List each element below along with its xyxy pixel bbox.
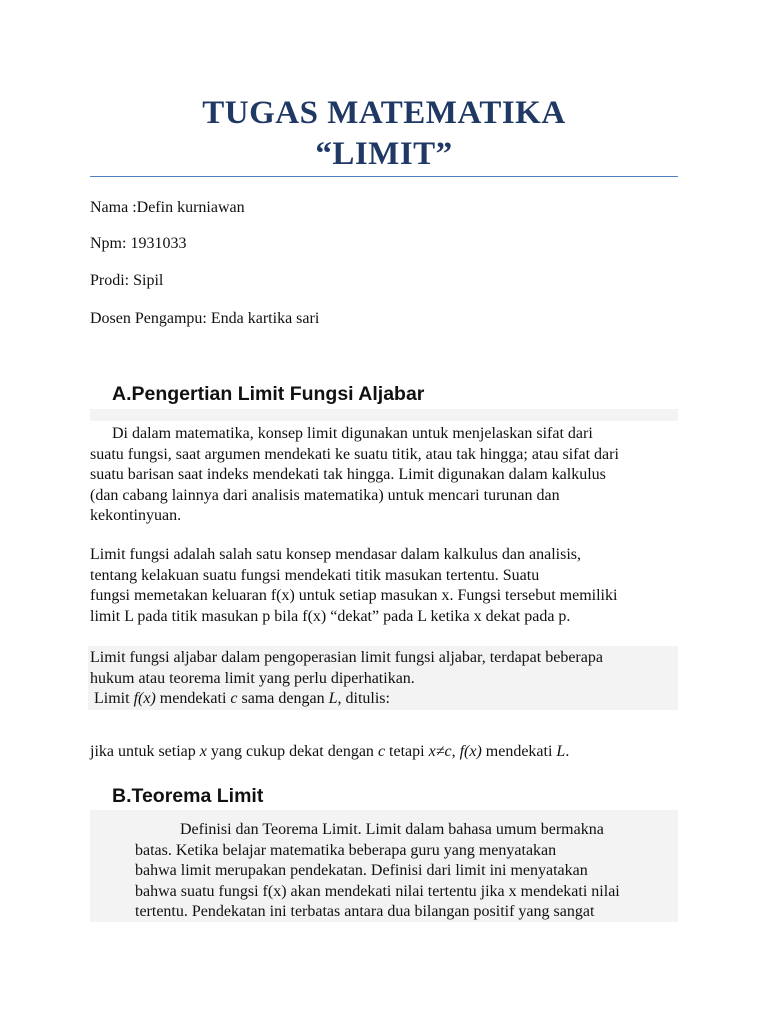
title-divider bbox=[90, 176, 678, 177]
section-a-paragraph-1 bbox=[90, 424, 619, 527]
text-run: . bbox=[565, 743, 570, 760]
text-run: yang cukup dekat dengan bbox=[206, 743, 378, 760]
paragraph-line: tertentu. Pendekatan ini terbatas antara dua bilangan positif yang sangat bbox=[135, 903, 595, 920]
math-var: L bbox=[556, 743, 566, 760]
paragraph-line: suatu barisan saat indeks mendekati tak hingga. Limit digunakan dalam kalkulus bbox=[90, 466, 606, 483]
paragraph-line: bahwa limit merupakan pendekatan. Definisi dari limit ini menyatakan bbox=[135, 862, 588, 879]
paragraph-line: suatu fungsi, saat argumen mendekati ke suatu titik, atau tak hingga; atau sifat dari bbox=[90, 445, 619, 463]
section-a-heading: A.Pengertian Limit Fungsi Aljabar bbox=[112, 383, 425, 405]
section-a-paragraph-2 bbox=[90, 545, 617, 627]
limit-condition bbox=[90, 742, 569, 763]
text-run: mendekati bbox=[155, 690, 231, 707]
section-b-heading: B.Teorema Limit bbox=[112, 785, 264, 807]
math-var: L bbox=[328, 690, 338, 707]
text-run: Limit bbox=[94, 690, 134, 707]
math-var: f(x) bbox=[133, 690, 156, 707]
section-b-paragraph-1 bbox=[135, 820, 620, 923]
text-run: tetapi bbox=[385, 743, 429, 760]
paragraph-line: (dan cabang lainnya dari analisis matematika) untuk mencari turunan dan bbox=[90, 486, 560, 504]
title-line-2: “LIMIT” bbox=[315, 136, 453, 172]
title-line-1: TUGAS MATEMATIKA bbox=[202, 95, 566, 131]
student-npm: Npm: 1931033 bbox=[90, 235, 187, 252]
paragraph-line: limit L pada titik masukan p bila f(x) “dekat” pada L ketika x dekat pada p. bbox=[90, 607, 571, 625]
lecturer-name: Dosen Pengampu: Enda kartika sari bbox=[90, 310, 320, 327]
limit-statement bbox=[90, 689, 603, 710]
text-run: sama dengan bbox=[237, 690, 329, 707]
student-prodi: Prodi: Sipil bbox=[90, 272, 164, 289]
text-run: mendekati bbox=[481, 743, 557, 760]
paragraph-line: hukum atau teorema limit yang perlu diperhatikan. bbox=[90, 669, 415, 687]
paragraph-line: bahwa suatu fungsi f(x) akan mendekati nilai tertentu jika x mendekati nilai bbox=[135, 882, 620, 900]
math-var: x≠c bbox=[428, 743, 452, 760]
text-run: , ditulis: bbox=[337, 690, 390, 707]
math-var: c bbox=[230, 690, 238, 707]
math-var: x bbox=[199, 743, 207, 760]
paragraph-line: Limit fungsi aljabar dalam pengoperasian limit fungsi aljabar, terdapat beberapa bbox=[90, 649, 603, 666]
paragraph-line: kekontinyuan. bbox=[90, 507, 182, 524]
text-run: , bbox=[451, 743, 460, 760]
text-run: jika untuk setiap bbox=[90, 743, 200, 760]
paragraph-line: batas. Ketika belajar matematika beberapa guru yang menyatakan bbox=[135, 841, 557, 859]
section-a-shade bbox=[90, 409, 678, 421]
math-var: f(x) bbox=[459, 743, 482, 760]
paragraph-line: tentang kelakuan suatu fungsi mendekati titik masukan tertentu. Suatu bbox=[90, 566, 540, 584]
paragraph-line: Definisi dan Teorema Limit. Limit dalam bahasa umum bermakna bbox=[180, 821, 604, 838]
student-name: Nama :Defin kurniawan bbox=[90, 199, 245, 216]
paragraph-line: Di dalam matematika, konsep limit digunakan untuk menjelaskan sifat dari bbox=[112, 425, 593, 442]
math-var: c bbox=[377, 743, 386, 760]
paragraph-line: Limit fungsi adalah salah satu konsep mendasar dalam kalkulus dan analisis, bbox=[90, 546, 581, 563]
paragraph-line bbox=[90, 742, 569, 763]
paragraph-line: fungsi memetakan keluaran f(x) untuk setiap masukan x. Fungsi tersebut memiliki bbox=[90, 587, 618, 604]
section-a-paragraph-3 bbox=[90, 648, 603, 710]
